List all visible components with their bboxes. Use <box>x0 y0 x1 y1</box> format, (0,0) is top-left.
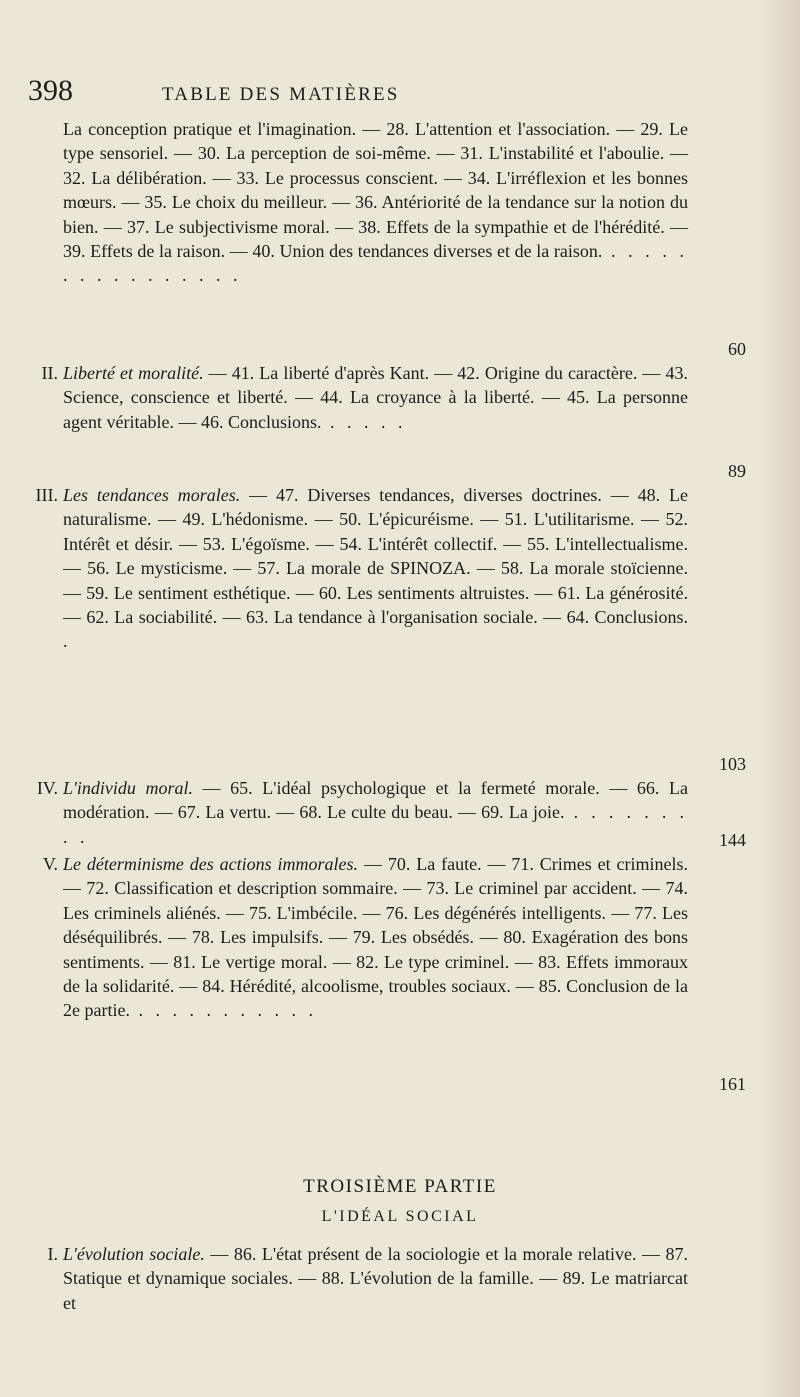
entry-numeral: V. <box>42 854 58 874</box>
entry-text: — 47. Diverses tendances, diverses doctrines. — 48. Le naturalisme. — 49. L'hédonisme. — 50. L'épicuréisme. — 51. L'utilitarisme. — 52. Intérêt et désir. — 53. L'égoïsme. — 54. L'intérêt collectif. — 55. L'intellectualisme. — 56. Le mysticisme. — 57. La morale de SPINOZA. — 58. La morale stoïcienne. — 59. Le sentiment esthétique. — 60. Les sentiments altruistes. — 61. La générosité. — 62. La sociabilité. — 63. La tendance à l'organisation sociale. — 64. Conclusions. <box>63 485 688 628</box>
entry-page: 60 <box>728 338 746 359</box>
toc-entry-ii <box>0 361 800 483</box>
toc-entry-v <box>0 852 800 1096</box>
leader-dots: . . . . . <box>321 411 407 432</box>
part-three-subheading: L'IDÉAL SOCIAL <box>321 1208 479 1225</box>
entry-page: 161 <box>719 1073 746 1094</box>
leader-dots: . . . . . . . . . <box>63 802 688 847</box>
entry-numeral: III. <box>35 485 58 505</box>
leader-dots: . . . . . . . . . . . . . . . . <box>63 241 688 286</box>
running-title: TABLE DES MATIÈRES <box>162 84 400 105</box>
entry-text: — 86. L'état présent de la sociologie et la morale relative. — 87. Statique et dynamique sociales. — 88. L'évolution de la famille. — 89. Le matriarcat et <box>63 1244 688 1313</box>
entry-title: Les tendances morales. <box>63 485 241 505</box>
entry-numeral: IV. <box>36 778 58 798</box>
page-number: 398 <box>28 74 73 107</box>
entry-page: 144 <box>719 829 746 850</box>
entry-numeral: II. <box>41 363 58 383</box>
entry-page: 103 <box>719 753 746 774</box>
toc-entry-part3-i <box>0 1242 800 1315</box>
part-three-contents <box>0 1242 800 1315</box>
entry-text: — 41. La liberté d'après Kant. — 42. Origine du caractère. — 43. Science, conscience et liberté. — 44. La croyance à la liberté. — 45. La personne agent véritable. — 46. Conclusions. <box>63 363 688 432</box>
entry-text: — 70. La faute. — 71. Crimes et criminels. — 72. Classification et description sommaire. — 73. Le criminel par accident. — 74. Les criminels aliénés. — 75. L'imbécile. — 76. Les dégénérés intelligents. — 77. Les déséquilibrés. — 78. Les impulsifs. — 79. Les obsédés. — 80. Exagération des bons sentiments. — 81. Le vertige moral. — 82. Le type criminel. — 83. Effets immoraux de la solidarité. — 84. Hérédité, alcoolisme, troubles sociaux. — 85. Conclusion de la 2e partie. <box>63 854 688 1021</box>
entry-title: Liberté et moralité. <box>63 363 204 383</box>
part-three-heading: TROISIÈME PARTIE <box>303 1176 497 1197</box>
leader-dots: . <box>63 631 72 652</box>
entry-title: Le déterminisme des actions immorales. <box>63 854 359 874</box>
entry-numeral: I. <box>47 1244 58 1264</box>
entry-text: — 65. L'idéal psychologique et la fermeté morale. — 66. La modération. — 67. La vertu. — 68. Le culte du beau. — 69. La joie. <box>63 778 688 823</box>
table-of-contents <box>0 117 800 1096</box>
leader-dots: . . . . . . . . . . . <box>129 1000 317 1021</box>
entry-title: L'évolution sociale. <box>63 1244 205 1264</box>
toc-entry-continuation <box>0 117 800 361</box>
entry-page: 89 <box>728 460 746 481</box>
toc-entry-iv <box>0 776 800 852</box>
page-header <box>0 74 800 114</box>
entry-text: La conception pratique et l'imagination. — 28. L'attention et l'association. — 29. Le type sensoriel. — 30. La perception de soi-même. — 31. L'instabilité et l'aboulie. — 32. La délibération. — 33. Le processus conscient. — 34. L'irréflexion et les bonnes mœurs. — 35. Le choix du meilleur. — 36. Antériorité de la tendance sur la notion du bien. — 37. Le subjectivisme moral. — 38. Effets de la sympathie et de l'hérédité. — 39. Effets de la raison. — 40. Union des tendances diverses et de la raison. <box>63 119 688 262</box>
toc-entry-iii <box>0 483 800 776</box>
entry-title: L'individu moral. <box>63 778 193 798</box>
